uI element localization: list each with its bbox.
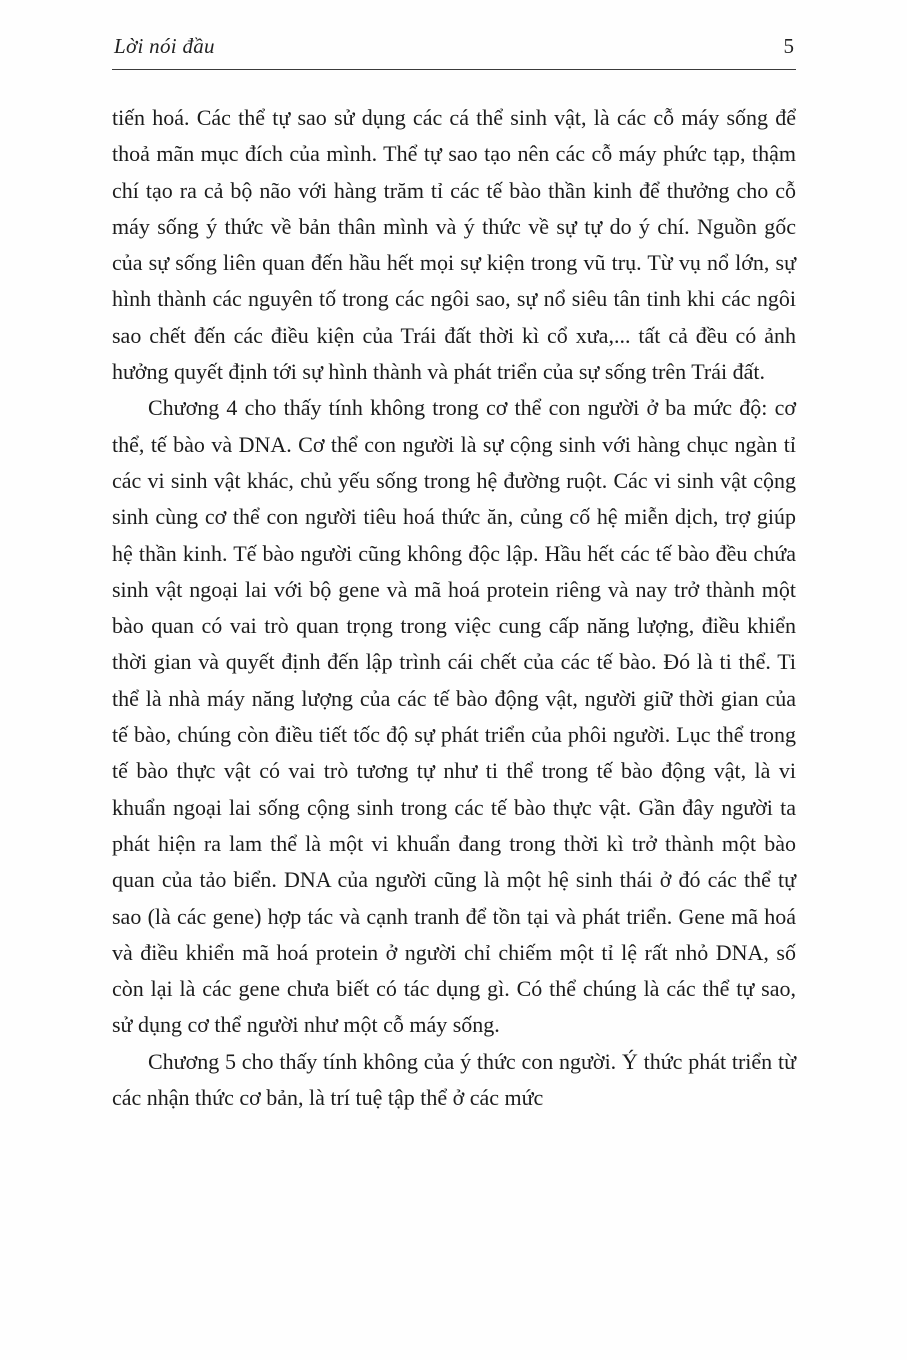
- paragraph-continuation: tiến hoá. Các thể tự sao sử dụng các cá thể sinh vật, là các cỗ máy sống để thoả mãn mục đích của mình. Thể tự sao tạo nên các cỗ máy phức tạp, thậm chí tạo ra cả bộ não với hàng trăm tỉ các tế bào thần kinh để thưởng cho cỗ máy sống ý thức về bản thân mình và ý thức về sự tự do ý chí. Nguồn gốc của sự sống liên quan đến hầu hết mọi sự kiện trong vũ trụ. Từ vụ nổ lớn, sự hình thành các nguyên tố trong các ngôi sao, sự nổ siêu tân tinh khi các ngôi sao chết đến các điều kiện của Trái đất thời kì cổ xưa,... tất cả đều có ảnh hưởng quyết định tới sự hình thành và phát triển của sự sống trên Trái đất.: [112, 105, 796, 385]
- paragraph-chapter-5: Chương 5 cho thấy tính không của ý thức con người. Ý thức phát triển từ các nhận thức cơ bản, là trí tuệ tập thể ở các mức: [112, 1048, 796, 1111]
- paragraph-chapter-4: Chương 4 cho thấy tính không trong cơ thể con người ở ba mức độ: cơ thể, tế bào và DNA. Cơ thể con người là sự cộng sinh với hàng chục ngàn tỉ các vi sinh vật khác, chủ yếu sống trong hệ đường ruột. Các vi sinh vật cộng sinh cùng cơ thể con người tiêu hoá thức ăn, củng cố hệ miễn dịch, trợ giúp hệ thần kinh. Tế bào người cũng không độc lập. Hầu hết các tế bào đều chứa sinh vật ngoại lai với bộ gene và mã hoá protein riêng và nay trở thành một bào quan có vai trò quan trọng trong việc cung cấp năng lượng, điều khiển thời gian và quyết định đến lập trình cái chết của các tế bào. Đó là ti thể. Ti thể là nhà máy năng lượng của các tế bào động vật, người giữ thời gian của tế bào, chúng còn điều tiết tốc độ sự phát triển của phôi người. Lục thể trong tế bào thực vật có vai trò tương tự như ti thể trong tế bào động vật, là vi khuẩn ngoại lai sống cộng sinh trong các tế bào thực vật. Gần đây người ta phát hiện ra lam thể là một vi khuẩn đang trong thời kì trở thành một bào quan của tảo biển. DNA của người cũng là một hệ sinh thái ở đó các thể tự sao (là các gene) hợp tác và cạnh tranh để tồn tại và phát triển. Gene mã hoá và điều khiển mã hoá protein ở người chỉ chiếm một tỉ lệ rất nhỏ DNA, số còn lại là các gene chưa biết có tác dụng gì. Có thể chúng là các thể tự sao, sử dụng cơ thể người như một cỗ máy sống.: [112, 395, 796, 1038]
- header-rule: [112, 69, 796, 70]
- body-text: [112, 100, 796, 1116]
- running-header: [112, 34, 796, 69]
- chapter-title: Lời nói đầu: [114, 34, 215, 58]
- page-number: 5: [783, 34, 794, 58]
